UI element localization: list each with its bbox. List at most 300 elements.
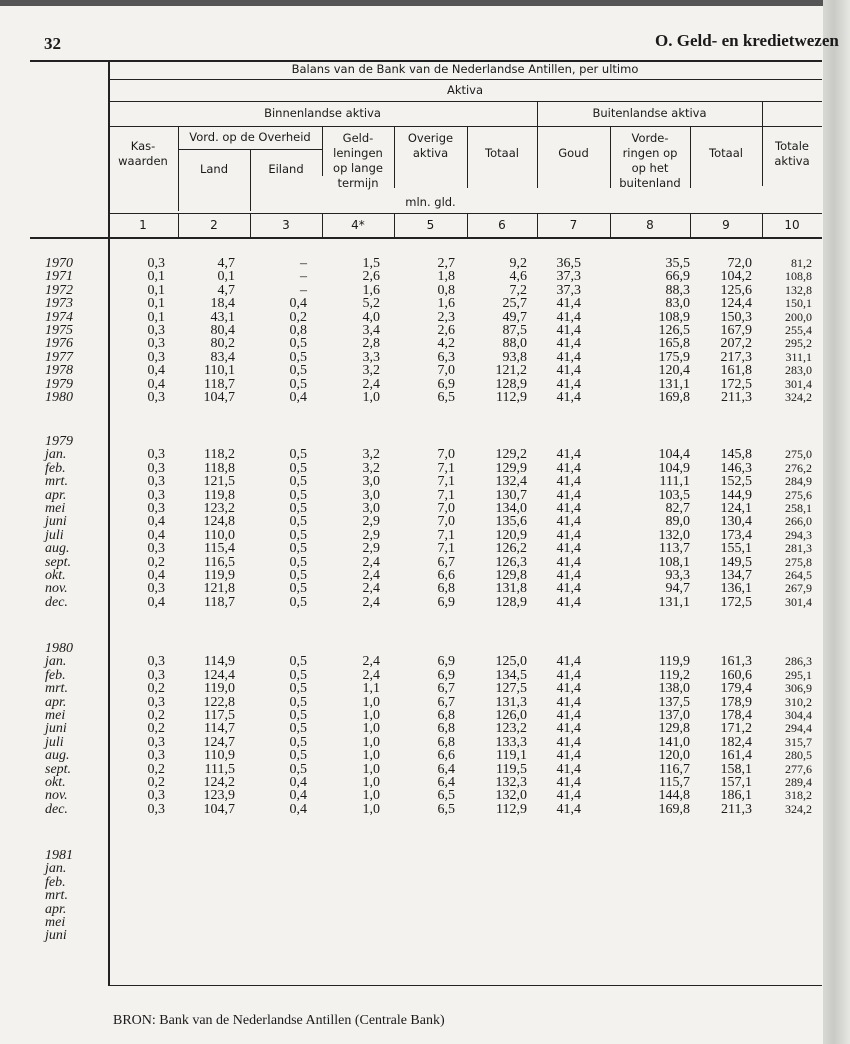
table-cell: 0,2 [147,721,165,737]
row-label: 1975 [45,323,73,338]
table-cell: 7,0 [437,514,455,530]
table-cell: 1,0 [362,788,380,804]
table-cell: 6,5 [437,390,455,405]
row-label: 1973 [45,296,73,312]
buitenlandse-header: Buitenlandse aktiva [592,106,707,120]
rule [610,213,611,237]
table-cell: 0,5 [289,487,307,503]
table-cell: 294,3 [785,527,812,542]
table-cell: 0,5 [289,541,307,557]
table-cell: 150,3 [720,309,752,325]
table-cell: 4,7 [217,282,235,298]
table-cell: 137,0 [658,708,690,723]
table-cell: 211,3 [721,801,752,817]
table-cell: 2,4 [362,667,380,683]
table-cell: 0,3 [147,667,165,683]
table-cell: 41,4 [556,514,581,530]
row-label: okt. [45,568,66,583]
row-label: jan. [45,447,67,463]
table-cell: 3,4 [362,323,380,338]
table-cell: 0,5 [289,761,307,777]
table-cell: 200,0 [785,309,812,324]
table-cell: 41,4 [556,349,581,365]
table-cell: 6,4 [437,761,455,777]
rule [250,213,251,237]
table-cell: 41,4 [556,363,581,379]
table-cell: 108,9 [658,309,690,325]
table-cell: 0,5 [289,460,307,476]
table-cell: 4,6 [509,269,527,285]
table-cell: 132,3 [495,775,527,790]
table-cell: 104,7 [203,801,235,817]
table-cell: 0,3 [147,734,165,750]
table-cell: 129,8 [658,721,690,737]
row-label: aug. [45,748,70,764]
row-label: 1971 [45,269,73,285]
table-cell: 126,2 [495,541,527,557]
table-cell: 136,1 [720,581,752,597]
table-cell: 41,4 [556,788,581,804]
table-cell: 266,0 [785,514,812,529]
table-cell: 0,5 [289,349,307,365]
table-cell: – [300,256,307,271]
table-cell: 295,1 [785,667,812,682]
table-cell: 119,2 [659,667,690,683]
table-cell: 1,6 [437,296,455,312]
table-cell: 0,3 [147,336,165,352]
table-cell: 2,4 [362,654,380,670]
table-cell: 124,4 [203,667,235,683]
page-binding-edge [823,0,850,1044]
table-cell: 275,8 [785,554,812,569]
table-cell: 4,2 [437,336,455,352]
table-cell: 35,5 [665,256,690,271]
table-cell: 36,5 [556,256,581,271]
column-number: 9 [722,218,730,232]
table-cell: 131,1 [658,594,690,610]
table-cell: 0,1 [147,296,165,312]
table-cell: 110,1 [204,363,235,379]
table-cell: 112,9 [496,390,527,405]
table-cell: 119,8 [204,487,235,503]
table-cell: 41,4 [556,309,581,325]
eiland-header: Eiland [268,162,304,176]
table-cell: 128,9 [495,376,527,392]
table-cell: 311,1 [785,349,812,364]
table-cell: 304,4 [785,708,812,722]
table-cell: 0,5 [289,363,307,379]
table-cell: 2,3 [437,309,455,325]
table-cell: 93,3 [665,568,690,583]
table-cell: 37,3 [556,282,581,298]
table-cell: 132,0 [658,527,690,543]
table-cell: 0,3 [147,748,165,764]
table-cell: 1,0 [362,748,380,764]
table-cell: 41,4 [556,667,581,683]
table-cell: 41,4 [556,474,581,490]
table-cell: 137,5 [658,694,690,710]
table-cell: 104,7 [203,390,235,405]
table-cell: 41,4 [556,323,581,338]
table-cell: 83,4 [210,349,235,365]
table-cell: 127,5 [495,681,527,697]
table-cell: 7,1 [437,487,455,503]
table-cell: 0,2 [147,681,165,697]
source-note: BRON: Bank van de Nederlandse Antillen (Centrale Bank) [113,1013,445,1028]
table-cell: 255,4 [785,323,812,337]
row-label: feb. [45,667,66,683]
table-cell: 41,4 [556,376,581,392]
table-cell: 119,5 [496,761,527,777]
column-number: 5 [426,218,435,232]
table-cell: 284,9 [785,474,812,489]
table-cell: 1,0 [362,390,380,405]
table-cell: 41,4 [556,581,581,597]
table-cell: 0,4 [289,788,307,804]
table-cell: 118,7 [204,594,235,610]
table-cell: 110,9 [204,748,235,764]
rule [322,213,323,237]
table-cell: 0,5 [289,474,307,490]
table-cell: 3,2 [362,447,380,463]
table-cell: 0,5 [289,681,307,697]
table-cell: 0,5 [289,667,307,683]
table-cell: 186,1 [720,788,752,804]
table-cell: 119,1 [496,748,527,764]
table-cell: 6,8 [437,721,455,737]
table-cell: 3,2 [362,460,380,476]
table-cell: 3,0 [362,487,380,503]
row-label: jan. [45,861,67,877]
table-cell: 2,6 [362,269,380,285]
table-cell: 41,4 [556,734,581,750]
table-cell: 121,2 [495,363,527,379]
row-label: sept. [45,761,72,777]
row-label: mei [45,915,66,930]
table-cell: 1,1 [362,681,380,697]
table-cell: 0,5 [289,581,307,597]
table-cell: 132,8 [785,282,812,297]
table-cell: 169,8 [658,390,690,405]
table-cell: 178,4 [720,708,752,723]
table-cell: 0,3 [147,581,165,597]
table-cell: 41,4 [556,761,581,777]
row-label: 1974 [45,309,73,325]
table-cell: 324,2 [785,801,812,816]
table-cell: 160,6 [720,667,752,683]
row-label: 1979 [45,376,73,392]
table-cell: 0,3 [147,788,165,804]
table-cell: 277,6 [785,761,812,776]
table-cell: 3,3 [362,349,380,365]
table-cell: 0,2 [147,761,165,777]
table-cell: 41,4 [556,554,581,570]
rule [537,213,538,237]
table-cell: 0,3 [147,323,165,338]
rule [178,213,179,237]
table-cell: 0,4 [289,801,307,817]
row-label: sept. [45,554,72,570]
table-cell: 6,8 [437,734,455,750]
table-cell: 2,8 [362,336,380,352]
table-cell: 126,5 [658,323,690,338]
table-cell: 41,4 [556,487,581,503]
table-cell: 43,1 [210,309,235,325]
table-cell: 2,9 [362,514,380,530]
table-cell: 276,2 [785,460,812,475]
table-cell: 172,5 [720,376,752,392]
table-cell: 7,1 [437,541,455,557]
table-cell: 0,4 [147,527,165,543]
rule [690,213,691,237]
table-cell: 1,0 [362,775,380,790]
row-label: 1979 [45,434,73,449]
table-cell: 130,4 [720,514,752,530]
table-cell: 281,3 [785,541,812,556]
unit-label: mln. gld. [405,195,456,209]
column-number: 6 [498,218,506,232]
table-cell: 120,4 [658,363,690,379]
table-cell: 119,9 [204,568,235,583]
table-cell: 2,4 [362,376,380,392]
totaal-binnen-header: Totaal [485,146,519,160]
table-cell: 1,6 [362,282,380,298]
table-cell: 6,4 [437,775,455,790]
table-cell: 131,1 [658,376,690,392]
table-cell: 6,9 [437,376,455,392]
row-label: 1970 [45,256,73,271]
row-label: mei [45,501,66,516]
table-cell: 0,1 [147,269,165,285]
table-cell: 0,2 [147,708,165,723]
table-cell: 6,6 [437,568,455,583]
table-cell: 41,4 [556,460,581,476]
rule [762,213,763,237]
table-cell: 1,5 [362,256,380,271]
column-number: 4* [351,218,365,232]
table-cell: 110,0 [204,527,235,543]
row-label: 1977 [45,349,73,365]
row-label: feb. [45,874,66,890]
row-label: jan. [45,654,67,670]
table-cell: 124,2 [203,775,235,790]
table-cell: 2,4 [362,554,380,570]
table-cell: 87,5 [502,323,527,338]
table-cell: 145,8 [720,447,752,463]
table-cell: 0,8 [289,323,307,338]
table-cell: 152,5 [720,474,752,490]
table-cell: 0,1 [147,282,165,298]
table-cell: 280,5 [785,748,812,763]
table-cell: 283,0 [785,363,812,378]
binnenlandse-header: Binnenlandse aktiva [264,106,381,120]
table-cell: 119,0 [204,681,235,697]
table-cell: 0,5 [289,554,307,570]
table-cell: 3,0 [362,474,380,490]
table-cell: 112,9 [496,801,527,817]
table-cell: 114,7 [204,721,235,737]
table-cell: 88,3 [665,282,690,298]
table-cell: 1,0 [362,721,380,737]
table-cell: 6,9 [437,667,455,683]
rule [108,79,822,80]
table-cell: 157,1 [720,775,752,790]
row-label: mrt. [45,888,68,904]
table-cell: 0,4 [147,514,165,530]
table-cell: – [300,269,307,285]
table-cell: 2,4 [362,594,380,610]
table-cell: 37,3 [556,269,581,285]
table-cell: 123,9 [203,788,235,804]
table-cell: 7,1 [437,474,455,490]
table-cell: 182,4 [720,734,752,750]
table-cell: 4,0 [362,309,380,325]
table-cell: 0,1 [217,269,235,285]
row-label: juli [45,734,64,750]
geldleningen-header: Geld- leningen op lange termijn [333,131,383,190]
table-cell: 150,1 [785,296,812,311]
table-cell: 7,0 [437,447,455,463]
table-cell: 41,4 [556,694,581,710]
table-cell: 118,8 [204,460,235,476]
row-label: nov. [45,788,68,804]
table-cell: 0,3 [147,654,165,670]
table-cell: 9,2 [509,256,527,271]
table-cell: 120,9 [495,527,527,543]
table-cell: 0,5 [289,447,307,463]
row-label: 1980 [45,641,73,656]
table-cell: 0,2 [147,775,165,790]
table-cell: 41,4 [556,681,581,697]
table-cell: 158,1 [720,761,752,777]
vorderingen-header: Vorde- ringen op op het buitenland [619,131,681,190]
table-cell: 49,7 [502,309,527,325]
rule [108,126,822,127]
table-cell: 133,3 [495,734,527,750]
table-cell: 0,4 [289,390,307,405]
table-cell: 264,5 [785,568,812,582]
column-number: 2 [210,218,218,232]
table-cell: 207,2 [720,336,752,352]
table-cell: 94,7 [665,581,690,597]
table-cell: 104,4 [658,447,690,463]
table-cell: 122,8 [203,694,235,710]
table-cell: 88,0 [502,336,527,352]
table-cell: 6,6 [437,748,455,764]
table-cell: 41,4 [556,527,581,543]
table-cell: 124,4 [720,296,752,312]
table-cell: 6,3 [437,349,455,365]
table-cell: 0,4 [289,775,307,790]
row-label: dec. [45,594,68,610]
row-label: 1980 [45,390,73,405]
row-label: 1981 [45,848,73,863]
table-cell: 125,0 [495,654,527,670]
row-label: aug. [45,541,70,557]
table-cell: 135,6 [495,514,527,530]
table-cell: 0,5 [289,694,307,710]
table-cell: 93,8 [502,349,527,365]
table-cell: 104,9 [658,460,690,476]
table-cell: 155,1 [720,541,752,557]
row-label: juni [45,721,67,737]
stub-divider [108,60,110,986]
table-cell: 175,9 [658,349,690,365]
table-cell: 2,7 [437,256,455,271]
table-cell: 0,5 [289,527,307,543]
table-cell: 289,4 [785,775,812,789]
table-cell: 6,8 [437,708,455,723]
table-cell: 0,3 [147,541,165,557]
table-cell: 275,6 [785,487,812,502]
table-cell: 89,0 [665,514,690,530]
table-cell: 6,7 [437,694,455,710]
totale-aktiva-header: Totale aktiva [774,139,810,168]
table-cell: 41,4 [556,654,581,670]
table-cell: 41,4 [556,708,581,723]
rule [250,149,251,211]
table-cell: 123,2 [495,721,527,737]
table-cell: 115,7 [659,775,690,790]
table-cell: 258,1 [785,501,812,515]
rule [108,101,822,102]
row-label: mei [45,708,66,723]
table-cell: 116,5 [204,554,235,570]
table-cell: 0,5 [289,748,307,764]
table-cell: 286,3 [785,654,812,669]
table-cell: 2,9 [362,541,380,557]
table-cell: 41,4 [556,801,581,817]
table-cell: 3,0 [362,501,380,516]
table-cell: 7,1 [437,527,455,543]
table-cell: 0,2 [147,554,165,570]
table-cell: 0,5 [289,708,307,723]
row-label: dec. [45,801,68,817]
table-cell: 18,4 [210,296,235,312]
row-label: juni [45,928,67,944]
table-cell: 169,8 [658,801,690,817]
table-cell: 0,3 [147,694,165,710]
table-cell: 0,3 [147,447,165,463]
table-cell: 7,2 [509,282,527,298]
table-cell: 41,4 [556,748,581,764]
row-label: mrt. [45,681,68,697]
table-cell: 104,2 [720,269,752,285]
table-cell: 161,8 [720,363,752,379]
kaswaarden-header: Kas- waarden [118,139,168,168]
table-cell: 41,4 [556,501,581,516]
table-cell: 118,7 [204,376,235,392]
table-cell: 134,5 [495,667,527,683]
table-cell: 1,8 [437,269,455,285]
table-cell: 0,5 [289,594,307,610]
table-cell: 1,0 [362,708,380,723]
table-cell: 6,5 [437,788,455,804]
row-label: 1978 [45,363,73,379]
chapter-title: O. Geld- en kredietwezen [655,31,839,50]
rule [108,213,822,214]
table-cell: 116,7 [659,761,690,777]
aktiva-header: Aktiva [446,83,484,97]
table-cell: 324,2 [785,390,812,404]
table-cell: 41,4 [556,775,581,790]
table-cell: 0,3 [147,501,165,516]
table-cell: 171,2 [720,721,752,737]
table-cell: 2,4 [362,581,380,597]
table-cell: 118,2 [204,447,235,463]
table-cell: 83,0 [665,296,690,312]
scan-top-edge [0,0,850,6]
